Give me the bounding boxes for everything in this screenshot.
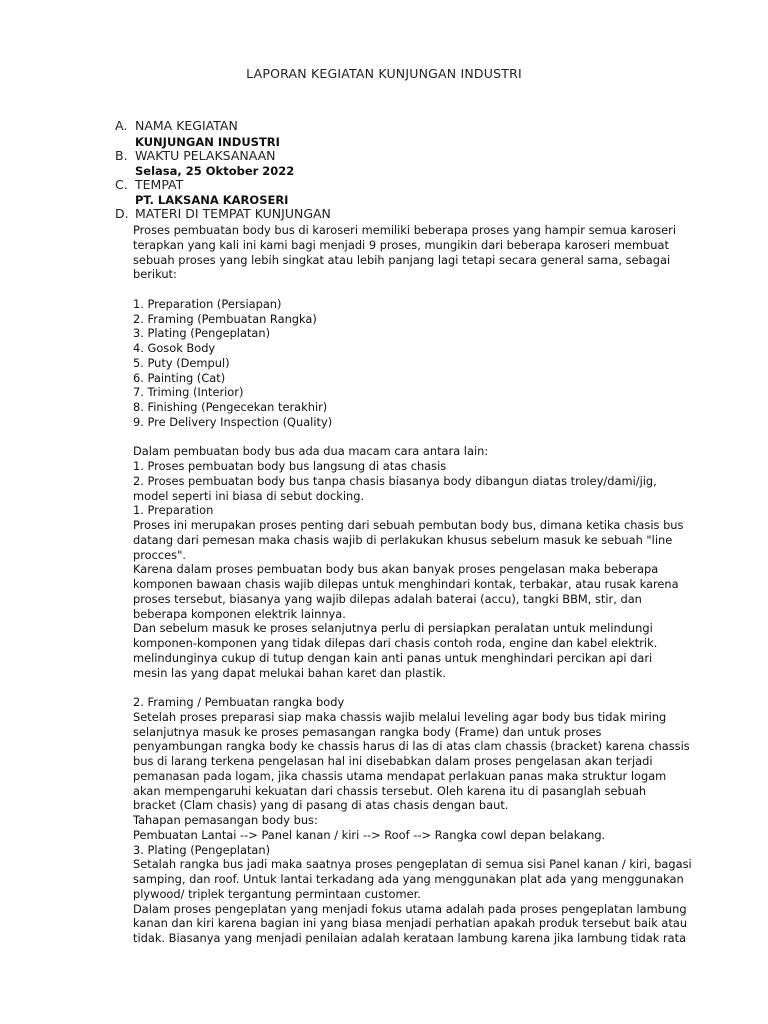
body-text-line: pemanasan pada logam, jika chassis utama mendapat perlakuan panas maka struktur logam xyxy=(133,768,667,783)
body-text-line: Setelah proses preparasi siap maka chassis wajib melalui leveling agar body bus tidak miring xyxy=(133,709,667,724)
body-text-line: 7. Triming (Interior) xyxy=(133,385,244,400)
section-b-value: Selasa, 25 Oktober 2022 xyxy=(135,164,295,178)
section-letter: D. xyxy=(115,206,129,221)
body-text-line: Pembuatan Lantai --> Panel kanan / kiri --> Roof --> Rangka cowl depan belakang. xyxy=(133,827,606,842)
body-text-line: proses tersebut, biasanya yang wajib dilepas adalah baterai (accu), tangki BBM, stir, dan xyxy=(133,591,642,606)
body-text-line: beberapa komponen elektrik lainnya. xyxy=(133,606,346,621)
blank-line xyxy=(133,430,653,445)
section-heading-text: MATERI DI TEMPAT KUNJUNGAN xyxy=(135,206,331,221)
section-letter: A. xyxy=(115,118,128,133)
body-text-line: 8. Finishing (Pengecekan terakhir) xyxy=(133,400,328,414)
body-text-line: 5. Puty (Dempul) xyxy=(133,355,230,370)
body-text-line: Karena dalam proses pembuatan body bus akan banyak proses pengelasan maka beberapa xyxy=(133,562,659,577)
body-text-line: 4. Gosok Body xyxy=(133,341,216,355)
blank-line xyxy=(133,282,653,297)
body-text-line: samping, dan roof. Untuk lantai terkadang ada yang menggunakan plat ada yang menggunakan xyxy=(133,872,684,886)
body-text-line: tidak. Biasanya yang menjadi penilaian adalah kerataan lambung karena jika lambung tidak rata xyxy=(133,931,687,945)
body-text-line: Proses ini merupakan proses penting dari sebuah pembutan body bus, dimana ketika chasis bus xyxy=(133,518,684,532)
body-text-line: melindunginya cukup di tutup dengan kain anti panas untuk menghindari percikan api dari xyxy=(133,650,653,665)
section-c-value: PT. LAKSANA KAROSERI xyxy=(135,193,289,207)
body-text-line: bracket (Clam chasis) yang di pasang di atas chasis dengan baut. xyxy=(133,798,509,813)
section-a-heading xyxy=(115,118,238,133)
body-text-line: 2. Proses pembuatan body bus tanpa chasis biasanya body dibangun diatas troley/dami/jig, xyxy=(133,473,657,488)
section-d-heading xyxy=(115,206,331,221)
section-a-value: KUNJUNGAN INDUSTRI xyxy=(135,135,280,149)
body-text-line: Dan sebelum masuk ke proses selanjutnya perlu di persiapkan peralatan untuk melindungi xyxy=(133,621,653,636)
blank-line xyxy=(133,680,653,695)
body-text-line: 1. Proses pembuatan body bus langsung di atas chasis xyxy=(133,459,447,473)
body-text-line: komponen-komponen yang tidak dilepas dari chasis contoh roda, engine dan kabel elektrik. xyxy=(133,636,658,650)
body-text-line: penyambungan rangka body ke chassis harus di las di atas clam chassis (bracket) karena chassis xyxy=(133,739,690,754)
body-text-line: terapkan yang kali ini kami bagi menjadi 9 proses, mungikin dari beberapa karoseri membuat xyxy=(133,237,669,252)
section-c-heading xyxy=(115,177,183,192)
body-text-line: Tahapan pemasangan body bus: xyxy=(133,813,318,827)
section-d-body xyxy=(133,223,692,946)
body-text-line: 2. Framing / Pembuatan rangka body xyxy=(133,695,345,709)
body-text-line: 2. Framing (Pembuatan Rangka) xyxy=(133,311,317,326)
section-heading-text: TEMPAT xyxy=(135,177,184,192)
body-text-line: Proses pembuatan body bus di karoseri memiliki beberapa proses yang hampir semua karoseri xyxy=(133,223,677,237)
body-text-line: komponen bawaan chasis wajib dilepas untuk menghindari kontak, terbakar, atau rusak karena xyxy=(133,577,679,591)
body-text-line: Dalam proses pengeplatan yang menjadi fokus utama adalah pada proses pengeplatan lambung xyxy=(133,901,687,916)
body-text-line: Dalam pembuatan body bus ada dua macam cara antara lain: xyxy=(133,444,489,459)
body-text-line: 3. Plating (Pengeplatan) xyxy=(133,842,271,857)
body-text-line: 1. Preparation (Persiapan) xyxy=(133,296,282,311)
section-b-heading xyxy=(115,148,276,163)
body-text-line: model seperti ini biasa di sebut docking. xyxy=(133,488,365,503)
body-text-line: akan mempengaruhi kekuatan dari chassis tersebut. Oleh karena itu di pasanglah sebuah xyxy=(133,783,647,798)
body-text-line: datang dari pemesan maka chasis wajib di perlakukan khusus sebelum masuk ke sebuah "line xyxy=(133,532,673,547)
body-text-line: 3. Plating (Pengeplatan) xyxy=(133,326,271,341)
section-letter: C. xyxy=(115,177,128,192)
section-heading-text: NAMA KEGIATAN xyxy=(135,118,238,133)
body-text-line: berikut: xyxy=(133,267,177,282)
body-text-line: mesin las yang dapat melukai bahan karet dan plastik. xyxy=(133,665,447,680)
body-text-line: 1. Preparation xyxy=(133,503,214,518)
body-text-line: kanan dan kiri karena bagian ini yang biasa menjadi perhatian apakah produk tersebut baik atau xyxy=(133,916,688,931)
section-letter: B. xyxy=(115,148,128,163)
section-heading-text: WAKTU PELAKSANAAN xyxy=(135,148,276,163)
document-title: LAPORAN KEGIATAN KUNJUNGAN INDUSTRI xyxy=(246,66,522,81)
body-text-line: 6. Painting (Cat) xyxy=(133,370,226,385)
body-text-line: selanjutnya masuk ke proses pemasangan rangka body (Frame) dan untuk proses xyxy=(133,724,602,739)
body-text-line: procces". xyxy=(133,547,186,562)
body-text-line: Setalah rangka bus jadi maka saatnya proses pengeplatan di semua sisi Panel kanan / kiri, bagasi xyxy=(133,857,692,872)
body-text-line: plywood/ triplek tergantung permintaan customer. xyxy=(133,886,421,901)
body-text-line: sebuah proses yang lebih singkat atau lebih panjang lagi tetapi secara general sama, sebagai xyxy=(133,252,671,267)
body-text-line: bus di larang terkena pengelasan hal ini disebabkan dalam proses pengelasan akan terjadi xyxy=(133,754,653,768)
body-text-line: 9. Pre Delivery Inspection (Quality) xyxy=(133,414,333,429)
